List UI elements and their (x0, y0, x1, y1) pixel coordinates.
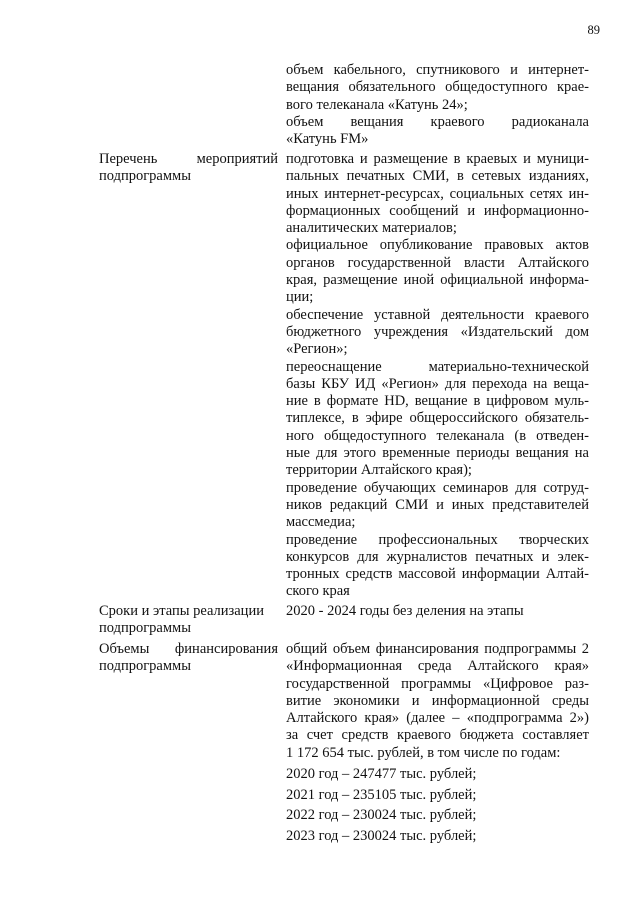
text-line: проведение профессиональных творческих (286, 531, 589, 548)
text-line: ского края (286, 583, 350, 600)
paragraph (286, 237, 589, 306)
text-line: официальное опубликование правовых актов (286, 237, 589, 254)
text-line: обеспечение уставной деятельности краевого (286, 306, 589, 323)
year-line: 2022 год – 230024 тыс. рублей; (286, 807, 477, 824)
year-line: 2021 год – 235105 тыс. рублей; (286, 786, 477, 803)
paragraph (286, 114, 589, 149)
paragraph (286, 532, 589, 601)
text-line: Алтайского края» (далее – «подпрограмма 2») (286, 710, 589, 727)
text-line: ции; (286, 289, 314, 306)
paragraph (286, 480, 589, 532)
text-line: массмедиа; (286, 514, 356, 531)
paragraph (286, 151, 589, 237)
text-line: «Катунь FM» (286, 131, 369, 148)
row-value (286, 603, 589, 620)
text-line: 1 172 654 тыс. рублей, в том числе по годам: (286, 744, 561, 761)
label-line: подпрограммы (99, 168, 191, 185)
text-line: за счет средств краевого бюджета составляет (286, 727, 589, 744)
text-line: «Регион»; (286, 341, 348, 358)
text-line: базы КБУ ИД «Регион» для перехода на веща- (286, 375, 589, 392)
text-line: вого телеканала «Катунь 24»; (286, 96, 468, 113)
text-line: ные для этого временные периоды вещания на (286, 445, 589, 462)
text-line: «Информационная среда Алтайского края» (286, 658, 589, 675)
paragraph (286, 307, 589, 359)
paragraph (286, 62, 589, 114)
text-line: иных интернет-ресурсах, социальных сетях ин- (286, 185, 589, 202)
row-label (99, 603, 278, 638)
text-line: подготовка и размещение в краевых и муници- (286, 151, 589, 167)
text-line: конкурсов для журналистов печатных и элек- (286, 548, 589, 565)
label-line: Сроки и этапы реализации (99, 603, 264, 619)
text-line: вещания обязательного общедоступного крае- (286, 79, 589, 96)
text-line: пальных печатных СМИ, в сетевых изданиях, (286, 168, 589, 185)
row-value (286, 641, 589, 846)
row-value (286, 62, 589, 148)
text-line: типлексе, в эфире общероссийского обязатель- (286, 410, 589, 427)
paragraph (286, 641, 589, 762)
text-line: переоснащение материально-технической (286, 358, 589, 375)
text-line: общий объем финансирования подпрограммы 2 (286, 641, 589, 657)
row-label (99, 641, 278, 676)
text-line: проведение обучающих семинаров для сотруд- (286, 479, 589, 496)
text-line: ников редакций СМИ и иных представителей (286, 496, 589, 513)
text-line: территории Алтайского края); (286, 462, 472, 479)
row-value (286, 151, 589, 601)
text-line: 2020 - 2024 годы без деления на этапы (286, 603, 524, 619)
text-line: тронных средств массовой информации Алтай- (286, 566, 589, 583)
label-line: Перечень мероприятий (99, 151, 278, 167)
text-line: бюджетного учреждения «Издательский дом (286, 323, 589, 340)
text-line: ние в формате HD, вещание в цифровом муль- (286, 393, 589, 410)
page-number: 89 (587, 23, 600, 37)
paragraph (286, 359, 589, 480)
paragraph (286, 603, 589, 620)
funding-by-year (286, 764, 589, 846)
text-line: органов государственной власти Алтайского (286, 254, 589, 271)
year-line: 2020 год – 247477 тыс. рублей; (286, 766, 477, 783)
text-line: объем кабельного, спутникового и интернет- (286, 62, 589, 78)
row-label (99, 151, 278, 186)
text-line: государственной программы «Цифровое раз- (286, 675, 589, 692)
text-line: формационных сообщений и информационно- (286, 202, 589, 219)
label-line: Объемы финансирования (99, 641, 278, 657)
text-line: объем вещания краевого радиоканала (286, 113, 589, 130)
text-line: аналитических материалов; (286, 220, 457, 237)
label-line: подпрограммы (99, 620, 191, 637)
text-line: края, размещение иной официальной информа- (286, 272, 589, 289)
text-line: витие экономики и информационной среды (286, 692, 589, 709)
year-line: 2023 год – 230024 тыс. рублей; (286, 827, 477, 844)
text-line: ного общедоступного телеканала (в отведен- (286, 427, 589, 444)
label-line: подпрограммы (99, 658, 191, 675)
